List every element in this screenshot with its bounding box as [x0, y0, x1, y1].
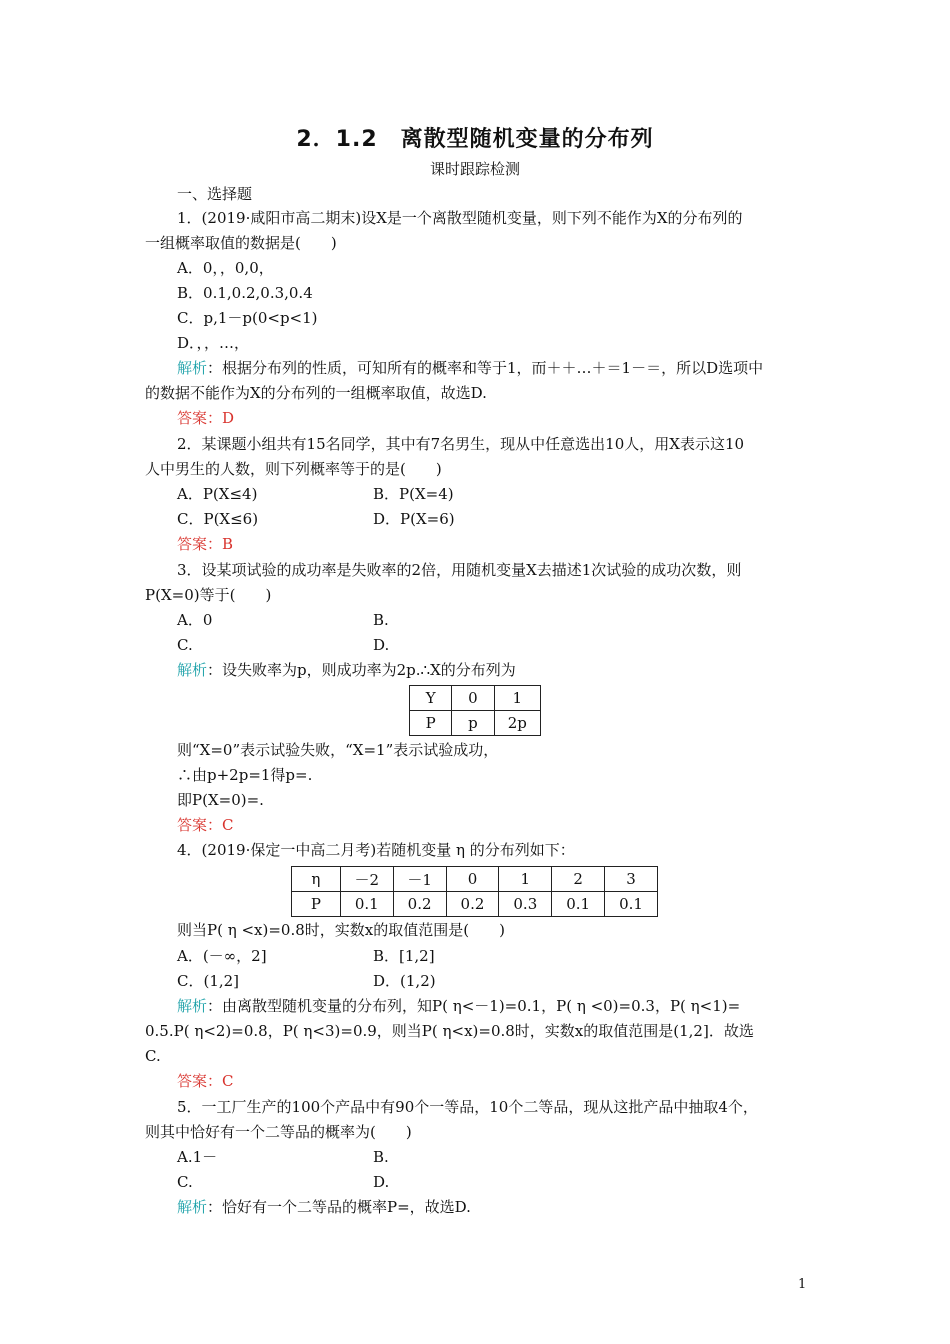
- q4-stem-line1: 4．(2019·保定一中高二月考)若随机变量 η 的分布列如下：: [177, 841, 575, 859]
- table-cell: 1: [499, 867, 552, 892]
- q1-option-a: A．0，，0,0，: [177, 259, 274, 277]
- q3-distribution-table: [409, 685, 541, 736]
- table-cell: 0: [446, 867, 499, 892]
- q4-analysis-line1: [177, 996, 740, 1016]
- q4-option-a: A．(－∞，2]: [177, 947, 267, 965]
- table-row: [410, 711, 541, 736]
- q3-stem-line2: P(X=0)等于( ): [145, 586, 272, 604]
- q1-stem-line1: 1．(2019·咸阳市高二期末)设X是一个离散型随机变量，则下列不能作为X的分布列的: [177, 209, 743, 227]
- q4-distribution-table: [291, 866, 658, 917]
- analysis-label: 解析: [177, 359, 208, 377]
- table-row: [292, 892, 658, 917]
- q2-option-b: B．P(X=4): [373, 485, 454, 503]
- q4-analysis-line2: 0.5.P( η<2)=0.8，P( η<3)=0.9，则当P( η<x)=0.8时，实数x的取值范围是(1,2]．故选: [145, 1022, 754, 1040]
- q2-option-a: A．P(X≤4): [177, 485, 258, 503]
- q3-analysis-text: ：设失败率为p，则成功率为2p.∴X的分布列为: [207, 661, 516, 679]
- q4-option-c: C．(1,2]: [177, 972, 240, 990]
- q4-option-d: D．(1,2): [373, 972, 436, 990]
- q3-analysis-line1: [177, 660, 516, 680]
- q2-stem-line2: 人中男生的人数，则下列概率等于的是( ): [145, 460, 442, 478]
- table-cell: －1: [393, 867, 446, 892]
- table-cell: 0.3: [499, 892, 552, 917]
- table-cell: 0.1: [605, 892, 658, 917]
- table-cell: 0.1: [552, 892, 605, 917]
- q4-analysis-line3: C.: [145, 1047, 161, 1065]
- q2-stem-line1: 2．某课题小组共有15名同学，其中有7名男生，现从中任意选出10人，用X表示这10: [177, 435, 745, 453]
- table-cell: 0.2: [393, 892, 446, 917]
- table-cell: P: [292, 892, 341, 917]
- q5-option-c: C.: [177, 1173, 193, 1191]
- q5-stem-line2: 则其中恰好有一个二等品的概率为( ): [145, 1123, 412, 1141]
- analysis-label: 解析: [177, 997, 208, 1015]
- table-cell: 0: [452, 686, 494, 711]
- q5-option-b: B.: [373, 1148, 389, 1166]
- q1-option-d: D．，，…，: [177, 334, 250, 352]
- page-number: 1: [798, 1277, 807, 1292]
- q4-stem-line2: 则当P( η <x)=0.8时，实数x的取值范围是( ): [177, 921, 505, 939]
- q5-analysis-text: ：恰好有一个二等品的概率P=，故选D.: [207, 1198, 471, 1216]
- q1-stem-line2: 一组概率取值的数据是( ): [145, 234, 337, 252]
- table-cell: －2: [340, 867, 393, 892]
- page-title: 2．1.2 离散型随机变量的分布列: [296, 127, 654, 152]
- table-cell: P: [410, 711, 452, 736]
- q2-option-d: D．P(X=6): [373, 510, 455, 528]
- table-row: [410, 686, 541, 711]
- q1-analysis-line2: 的数据不能作为X的分布列的一组概率取值，故选D.: [145, 384, 487, 402]
- q3-option-c: C.: [177, 636, 193, 654]
- q1-analysis-text: ：根据分布列的性质，可知所有的概率和等于1，而＋＋…＋＝1－＝，所以D选项中: [207, 359, 764, 377]
- table-cell: 0.1: [340, 892, 393, 917]
- q4-analysis-text: ：由离散型随机变量的分布列，知P( η<－1)=0.1，P( η <0)=0.3，P( η<1)=: [207, 997, 741, 1015]
- q3-analysis-line4: 即P(X=0)=.: [177, 791, 264, 809]
- page-subtitle: 课时跟踪检测: [429, 160, 520, 178]
- analysis-label: 解析: [177, 661, 208, 679]
- table-cell: Y: [410, 686, 452, 711]
- table-cell: 2p: [494, 711, 540, 736]
- q1-option-c: C．p,1－p(0<p<1): [177, 309, 318, 327]
- q2-answer: 答案：B: [177, 535, 234, 553]
- table-cell: η: [292, 867, 341, 892]
- table-cell: 3: [605, 867, 658, 892]
- q5-analysis-line1: [177, 1197, 471, 1217]
- q1-answer: 答案：D: [177, 409, 235, 427]
- q5-option-a: A.1－: [177, 1148, 218, 1166]
- q4-answer: 答案：C: [177, 1072, 234, 1090]
- q4-option-b: B．[1,2]: [373, 947, 435, 965]
- analysis-label: 解析: [177, 1198, 208, 1216]
- q1-analysis-line1: [177, 358, 763, 378]
- q3-stem-line1: 3．设某项试验的成功率是失败率的2倍，用随机变量X去描述1次试验的成功次数，则: [177, 561, 742, 579]
- q1-option-b: B．0.1,0.2,0.3,0.4: [177, 284, 313, 302]
- section-heading: 一、选择题: [177, 185, 253, 203]
- q3-analysis-line2: 则“X=0”表示试验失败，“X=1”表示试验成功，: [177, 741, 499, 759]
- table-cell: 0.2: [446, 892, 499, 917]
- q3-analysis-line3: ∴由p+2p=1得p=.: [177, 766, 313, 784]
- q3-answer: 答案：C: [177, 816, 234, 834]
- table-cell: 1: [494, 686, 540, 711]
- table-cell: p: [452, 711, 494, 736]
- q5-stem-line1: 5．一工厂生产的100个产品中有90个一等品，10个二等品，现从这批产品中抽取4个，: [177, 1098, 758, 1116]
- q3-option-a: A．0: [177, 611, 213, 629]
- q3-option-b: B.: [373, 611, 389, 629]
- table-cell: 2: [552, 867, 605, 892]
- q2-option-c: C．P(X≤6): [177, 510, 259, 528]
- table-row: [292, 867, 658, 892]
- q5-option-d: D.: [373, 1173, 390, 1191]
- q3-option-d: D.: [373, 636, 390, 654]
